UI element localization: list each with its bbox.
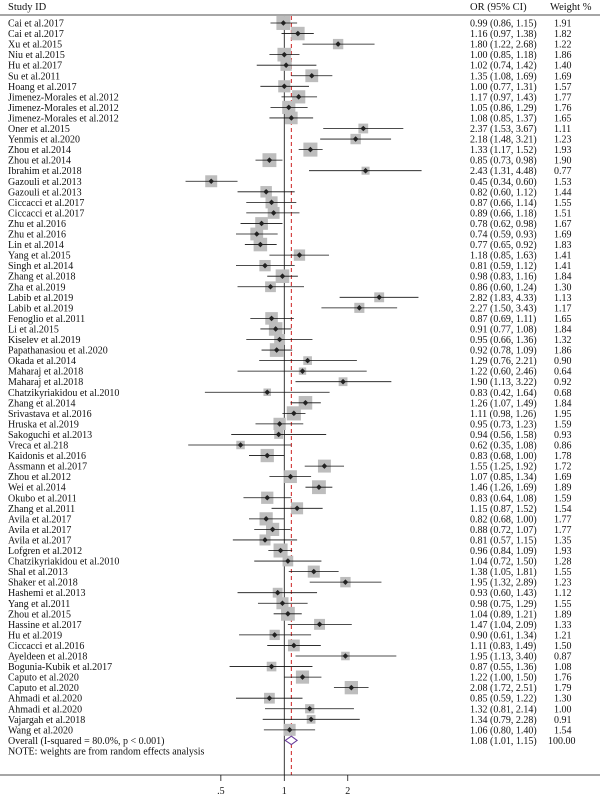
study-weight: 1.21 xyxy=(554,630,572,642)
study-or-ci: 0.82 (0.68, 1.00) xyxy=(470,514,537,526)
study-weight: 1.33 xyxy=(554,619,572,631)
study-label: Zhou et al.2015 xyxy=(8,609,72,621)
study-label: Avila et al.2017 xyxy=(8,524,72,536)
study-weight: 1.44 xyxy=(554,187,572,199)
x-tick-label: 1 xyxy=(281,786,287,797)
study-weight: 1.54 xyxy=(554,725,572,737)
study-label: Kaidonis et al.2016 xyxy=(8,451,87,463)
study-or-ci: 0.87 (0.55, 1.36) xyxy=(470,662,537,674)
study-weight: 0.90 xyxy=(554,356,572,368)
study-weight: 0.64 xyxy=(554,366,572,378)
study-weight: 1.82 xyxy=(554,29,572,41)
study-or-ci: 1.06 (0.80, 1.40) xyxy=(470,725,537,737)
study-label: Okubo et al.2011 xyxy=(8,493,77,505)
study-label: Vreca et al.218 xyxy=(8,440,69,452)
study-or-ci: 1.07 (0.85, 1.34) xyxy=(470,472,537,484)
study-weight: 1.76 xyxy=(554,102,572,114)
study-or-ci: 1.95 (1.13, 3.40) xyxy=(470,651,537,663)
study-weight: 1.32 xyxy=(554,335,572,346)
study-weight: 1.65 xyxy=(554,313,572,325)
study-label: Maharaj et al.2018 xyxy=(8,366,84,378)
study-label: Shal et al.2013 xyxy=(8,567,68,579)
study-or-ci: 1.55 (1.25, 1.92) xyxy=(470,461,537,473)
study-label: Cai et al.2017 xyxy=(8,29,64,41)
study-or-ci: 0.95 (0.66, 1.36) xyxy=(470,335,537,346)
study-or-ci: 1.15 (0.87, 1.52) xyxy=(470,503,537,515)
study-label: Papathanasiou et al.2020 xyxy=(8,345,108,357)
study-weight: 1.65 xyxy=(554,113,572,125)
study-or-ci: 0.94 (0.56, 1.58) xyxy=(470,429,537,441)
study-weight: 1.78 xyxy=(554,451,572,463)
study-or-ci: 0.83 (0.42, 1.64) xyxy=(470,387,537,399)
study-or-ci: 1.04 (0.89, 1.21) xyxy=(470,609,537,621)
study-or-ci: 2.27 (1.50, 3.43) xyxy=(470,303,537,315)
study-or-ci: 0.77 (0.65, 0.92) xyxy=(470,240,537,252)
study-label: Hruska et al.2019 xyxy=(8,419,79,431)
study-label: Gazouli et al.2013 xyxy=(8,176,82,188)
study-or-ci: 0.86 (0.60, 1.24) xyxy=(470,282,537,294)
study-or-ci: 0.93 (0.60, 1.43) xyxy=(470,588,537,600)
study-or-ci: 1.26 (1.07, 1.49) xyxy=(470,398,537,410)
study-label: Xu et al.2015 xyxy=(8,39,63,51)
study-label: Srivastava et al.2016 xyxy=(8,408,92,420)
study-weight: 1.95 xyxy=(554,408,572,420)
study-weight: 1.51 xyxy=(554,208,572,220)
study-weight: 0.93 xyxy=(554,429,572,441)
study-label: Lin et al.2014 xyxy=(8,240,64,252)
study-label: Sakoguchi et al.2013 xyxy=(8,429,93,441)
study-weight: 1.84 xyxy=(554,398,572,410)
overall-diamond xyxy=(285,736,297,744)
study-label: Chatzikyriakidou et al.2010 xyxy=(8,556,120,568)
study-or-ci: 1.32 (0.81, 2.14) xyxy=(470,704,537,716)
study-weight: 1.13 xyxy=(554,292,572,304)
study-weight: 1.86 xyxy=(554,345,572,357)
study-or-ci: 0.81 (0.57, 1.15) xyxy=(470,535,537,547)
study-weight: 1.00 xyxy=(554,704,572,716)
study-or-ci: 0.98 (0.75, 1.29) xyxy=(470,598,537,610)
study-label: Labib et al.2019 xyxy=(8,303,74,315)
study-or-ci: 1.33 (1.17, 1.52) xyxy=(470,145,537,157)
study-label: Yang et al.2011 xyxy=(8,598,71,610)
study-label: Ciccacci et al.2017 xyxy=(8,208,85,220)
study-or-ci: 1.47 (1.04, 2.09) xyxy=(470,619,537,631)
study-or-ci: 0.89 (0.66, 1.18) xyxy=(470,208,537,220)
study-or-ci: 0.96 (0.84, 1.09) xyxy=(470,546,537,557)
study-or-ci: 0.81 (0.59, 1.12) xyxy=(470,261,537,273)
study-or-ci: 1.46 (1.26, 1.69) xyxy=(470,482,537,494)
study-label: Gazouli et al.2013 xyxy=(8,187,82,199)
study-or-ci: 1.16 (0.97, 1.38) xyxy=(470,29,537,41)
study-label: Yang et al.2015 xyxy=(8,250,71,262)
study-label: Jimenez-Morales et al.2012 xyxy=(8,92,119,104)
study-label: Li et al.2015 xyxy=(8,324,59,336)
study-or-ci: 0.83 (0.64, 1.08) xyxy=(470,493,537,505)
study-weight: 1.22 xyxy=(554,39,572,51)
study-or-ci: 2.08 (1.72, 2.51) xyxy=(470,683,537,695)
study-or-ci: 0.85 (0.73, 0.98) xyxy=(470,155,537,167)
study-weight: 0.77 xyxy=(554,166,572,178)
study-weight: 1.50 xyxy=(554,640,572,652)
study-label: Niu et al.2015 xyxy=(8,50,65,62)
x-axis-ticks xyxy=(217,775,350,797)
study-or-ci: 0.82 (0.60, 1.12) xyxy=(470,187,537,199)
study-label: Zhou et al.2012 xyxy=(8,472,72,484)
study-label: Jimenez-Morales et al.2012 xyxy=(8,113,119,125)
study-weight: 1.69 xyxy=(554,229,572,241)
study-or-ci: 2.82 (1.83, 4.33) xyxy=(470,292,537,304)
study-label: Zhou et al.2014 xyxy=(8,145,72,157)
study-weight: 1.11 xyxy=(554,124,572,135)
study-or-ci: 2.37 (1.53, 3.67) xyxy=(470,124,537,135)
study-weight: 1.23 xyxy=(554,134,572,146)
study-weight: 1.41 xyxy=(554,250,572,262)
study-weight: 1.77 xyxy=(554,92,572,104)
study-or-ci: 1.11 (0.98, 1.26) xyxy=(470,408,537,420)
study-label: Zhu et al.2016 xyxy=(8,218,67,230)
study-weight: 1.55 xyxy=(554,598,572,610)
overall-weight: 100.00 xyxy=(548,735,576,747)
study-or-ci: 1.80 (1.22, 2.68) xyxy=(470,39,537,51)
study-weight: 1.91 xyxy=(554,18,572,30)
study-weight: 1.54 xyxy=(554,503,572,515)
study-or-ci: 1.00 (0.85, 1.18) xyxy=(470,50,537,62)
study-or-ci: 0.74 (0.59, 0.93) xyxy=(470,229,537,241)
study-or-ci: 1.04 (0.72, 1.50) xyxy=(470,556,537,568)
study-weight: 1.59 xyxy=(554,419,572,431)
study-weight: 1.83 xyxy=(554,240,572,252)
study-label: Maharaj et al.2018 xyxy=(8,377,84,389)
study-label: Kiselev et al.2019 xyxy=(8,335,81,346)
study-weight: 1.30 xyxy=(554,282,572,294)
study-label: Okada et al.2014 xyxy=(8,356,77,368)
study-or-ci: 1.95 (1.32, 2.89) xyxy=(470,577,537,589)
study-weight: 1.55 xyxy=(554,197,572,209)
study-weight: 0.92 xyxy=(554,377,572,389)
study-weight: 1.23 xyxy=(554,577,572,589)
study-or-ci: 0.85 (0.59, 1.22) xyxy=(470,693,537,705)
study-weight: 1.84 xyxy=(554,271,572,283)
study-weight: 1.76 xyxy=(554,672,572,684)
study-label: Lofgren et al.2012 xyxy=(8,546,83,557)
study-label: Jimenez-Morales et al.2012 xyxy=(8,102,119,114)
study-weight: 1.17 xyxy=(554,303,572,315)
study-weight: 1.77 xyxy=(554,514,572,526)
x-tick-label: 2 xyxy=(345,786,351,797)
study-weight: 0.86 xyxy=(554,440,572,452)
study-or-ci: 0.91 (0.77, 1.08) xyxy=(470,324,537,336)
overall-label: Overall (I-squared = 80.0%, p < 0.001) xyxy=(8,735,165,747)
study-label: Singh et al.2014 xyxy=(8,261,74,273)
study-weight: 1.57 xyxy=(554,81,572,93)
study-weight: 1.90 xyxy=(554,155,572,167)
study-label: Ciccacci et al.2017 xyxy=(8,197,85,209)
study-label: Chatzikyriakidou et al.2010 xyxy=(8,387,120,399)
study-or-ci: 1.35 (1.08, 1.69) xyxy=(470,71,537,83)
study-weight: 1.67 xyxy=(554,218,572,230)
study-weight: 1.84 xyxy=(554,324,572,336)
study-or-ci: 1.34 (0.79, 2.28) xyxy=(470,714,537,726)
header-or-ci: OR (95% CI) xyxy=(470,2,527,13)
study-label: Hassine et al.2017 xyxy=(8,619,82,631)
study-or-ci: 1.00 (0.77, 1.31) xyxy=(470,81,537,93)
study-weight: 1.89 xyxy=(554,609,572,621)
study-weight: 0.91 xyxy=(554,714,572,726)
study-weight: 1.30 xyxy=(554,693,572,705)
study-or-ci: 1.05 (0.86, 1.29) xyxy=(470,102,537,114)
overall-or-ci: 1.08 (1.01, 1.15) xyxy=(470,735,537,747)
study-label: Avila et al.2017 xyxy=(8,535,72,547)
header-weight: Weight % xyxy=(550,2,592,13)
study-label: Assmann et al.2017 xyxy=(8,461,88,473)
study-label: Caputo et al.2020 xyxy=(8,683,79,695)
study-label: Ibrahim et al.2018 xyxy=(8,166,82,178)
study-weight: 1.53 xyxy=(554,176,572,188)
study-or-ci: 0.87 (0.69, 1.11) xyxy=(470,313,537,325)
study-weight: 1.72 xyxy=(554,461,572,473)
study-label: Bogunia-Kubik et al.2017 xyxy=(8,662,113,674)
study-or-ci: 0.88 (0.72, 1.07) xyxy=(470,524,537,536)
study-label: Labib et al.2019 xyxy=(8,292,74,304)
study-or-ci: 0.95 (0.73, 1.23) xyxy=(470,419,537,431)
study-weight: 0.87 xyxy=(554,651,572,663)
study-or-ci: 0.90 (0.61, 1.34) xyxy=(470,630,537,642)
study-weight: 1.86 xyxy=(554,50,572,62)
study-or-ci: 1.11 (0.83, 1.49) xyxy=(470,640,537,652)
study-weight: 1.93 xyxy=(554,145,572,157)
study-weight: 1.55 xyxy=(554,567,572,579)
study-or-ci: 0.62 (0.35, 1.08) xyxy=(470,440,537,452)
study-label: Wei et al.2014 xyxy=(8,482,66,494)
study-or-ci: 1.17 (0.97, 1.43) xyxy=(470,92,537,104)
study-label: Zha et al.2019 xyxy=(8,282,66,294)
x-tick-label: .5 xyxy=(217,786,225,797)
study-label: Hoang et al.2017 xyxy=(8,81,77,93)
study-label: Wang et al.2020 xyxy=(8,725,74,737)
study-label: Ahmadi et al.2020 xyxy=(8,704,83,716)
study-label: Ahmadi et al.2020 xyxy=(8,693,83,705)
study-or-ci: 1.90 (1.13, 3.22) xyxy=(470,377,537,389)
study-weight: 1.28 xyxy=(554,556,572,568)
study-or-ci: 0.99 (0.86, 1.15) xyxy=(470,18,537,30)
study-weight: 1.89 xyxy=(554,482,572,494)
study-weight: 0.68 xyxy=(554,387,572,399)
study-weight: 1.12 xyxy=(554,588,572,600)
study-weight: 1.69 xyxy=(554,71,572,83)
study-weight: 1.35 xyxy=(554,535,572,547)
study-label: Caputo et al.2020 xyxy=(8,672,79,684)
study-weight: 1.41 xyxy=(554,261,572,273)
study-label: Zhang et al.2011 xyxy=(8,503,76,515)
study-weight: 1.79 xyxy=(554,683,572,695)
study-label: Hashemi et al.2013 xyxy=(8,588,86,600)
study-or-ci: 1.22 (1.00, 1.50) xyxy=(470,672,537,684)
study-label: Fenoglio et al.2011 xyxy=(8,313,86,325)
study-label: Zhang et al.2014 xyxy=(8,398,76,410)
study-or-ci: 0.78 (0.62, 0.98) xyxy=(470,218,537,230)
study-weight: 1.93 xyxy=(554,546,572,557)
study-or-ci: 1.18 (0.85, 1.63) xyxy=(470,250,537,262)
study-or-ci: 1.29 (0.76, 2.21) xyxy=(470,356,537,368)
study-or-ci: 0.87 (0.66, 1.14) xyxy=(470,197,537,209)
study-or-ci: 2.18 (1.48, 3.21) xyxy=(470,134,537,146)
study-weight: 1.69 xyxy=(554,472,572,484)
study-label: Hu et al.2017 xyxy=(8,60,63,72)
study-or-ci: 0.83 (0.68, 1.00) xyxy=(470,451,537,463)
study-label: Zhang et al.2018 xyxy=(8,271,76,283)
study-label: Oner et al.2015 xyxy=(8,124,70,135)
study-label: Zhu et al.2016 xyxy=(8,229,67,241)
study-label: Hu et al.2019 xyxy=(8,630,63,642)
study-or-ci: 1.22 (0.60, 2.46) xyxy=(470,366,537,378)
study-weight: 1.77 xyxy=(554,524,572,536)
study-label: Ayeldeen et al.2018 xyxy=(8,651,88,663)
study-or-ci: 1.38 (1.05, 1.81) xyxy=(470,567,537,579)
header-study-id: Study ID xyxy=(8,2,47,13)
weights-footnote: NOTE: weights are from random effects analysis xyxy=(8,746,205,758)
study-weight: 1.59 xyxy=(554,493,572,505)
study-label: Su et al.2011 xyxy=(8,71,61,83)
study-label: Cai et al.2017 xyxy=(8,18,64,30)
study-or-ci: 0.45 (0.34, 0.60) xyxy=(470,176,537,188)
study-label: Ciccacci et al.2016 xyxy=(8,640,85,652)
study-or-ci: 0.92 (0.78, 1.09) xyxy=(470,345,537,357)
forest-marks xyxy=(8,16,576,775)
study-label: Shaker et al.2018 xyxy=(8,577,78,589)
study-label: Vajargah et al.2018 xyxy=(8,714,86,726)
study-label: Zhou et al.2014 xyxy=(8,155,72,167)
study-or-ci: 1.08 (0.85, 1.37) xyxy=(470,113,537,125)
study-or-ci: 0.98 (0.83, 1.16) xyxy=(470,271,537,283)
study-weight: 1.08 xyxy=(554,662,572,674)
study-weight: 1.40 xyxy=(554,60,572,72)
study-or-ci: 1.02 (0.74, 1.42) xyxy=(470,60,537,72)
study-label: Yenmis et al.2020 xyxy=(8,134,81,146)
study-label: Avila et al.2017 xyxy=(8,514,72,526)
study-or-ci: 2.43 (1.31, 4.48) xyxy=(470,166,537,178)
